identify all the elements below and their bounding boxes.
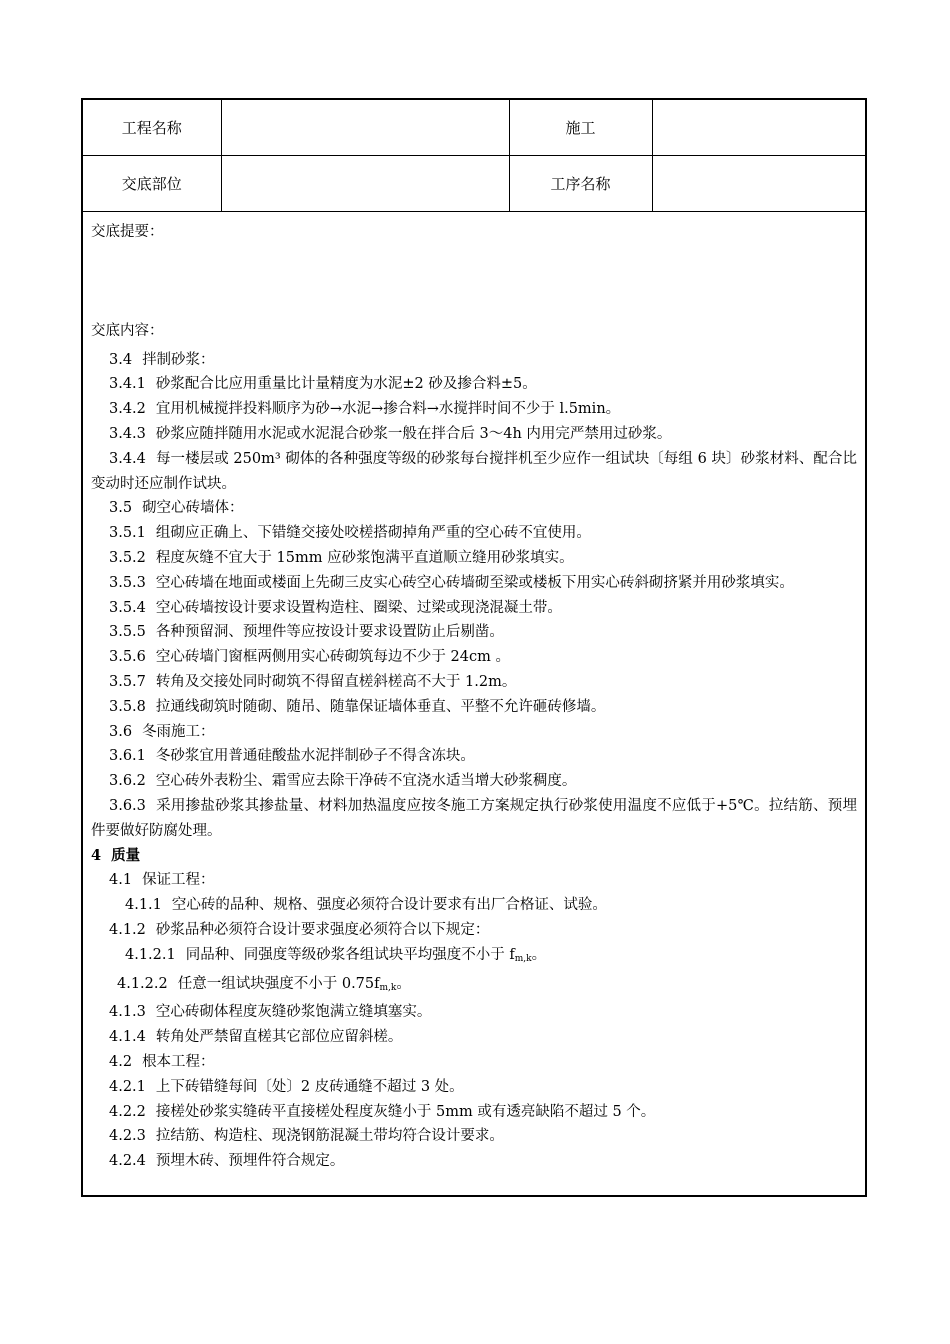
list-item: 3.5.3 空心砖墙在地面或楼面上先砌三皮实心砖空心砖墙砌至梁或楼板下用实心砖斜砌挤紧并用砂浆填实。	[109, 574, 794, 591]
list-item: 4.1.1 空心砖的品种、规格、强度必须符合设计要求有出厂合格证、试验。	[125, 897, 607, 914]
content-label: 交底内容：	[91, 322, 164, 339]
process-value	[652, 156, 865, 212]
section-heading: 4 质量	[91, 846, 141, 864]
location-value	[221, 156, 509, 212]
list-item: 3.5.1 组砌应正确上、下错缝交接处咬槎搭砌掉角严重的空心砖不宜使用。	[109, 525, 591, 542]
disclosure-form	[81, 98, 867, 1197]
list-item: 4.1.2 砂浆品种必须符合设计要求强度必须符合以下规定：	[109, 921, 490, 938]
header-table	[83, 100, 865, 212]
list-item: 3.4.4 每一楼层或 250m³ 砌体的各种强度等级的砂浆每台搅拌机至少应作一组试块〔每组 6 块〕砂浆材料、配合比变动时还应制作试块。	[91, 450, 857, 492]
list-item: 4.1.2.1 同品种、同强度等级砂浆各组试块平均强度不小于 $f_{m,k}$。	[125, 946, 547, 964]
list-item: 3.6 冬雨施工：	[109, 723, 215, 740]
list-item: 3.4.2 宜用机械搅拌投料顺序为砂→水泥→掺合料→水搅拌时间不少于 l.5min。	[109, 401, 621, 418]
summary-label: 交底提要：	[91, 224, 164, 240]
list-item: 4.2.1 上下砖错缝每间〔处〕2 皮砖通缝不超过 3 处。	[109, 1078, 464, 1095]
list-item: 4.1 保证工程：	[109, 872, 215, 889]
list-item: 3.4.1 砂浆配合比应用重量比计量精度为水泥±2 砂及掺合料±5。	[109, 376, 537, 393]
list-item: 4.2.4 预埋木砖、预埋件符合规定。	[109, 1153, 345, 1170]
list-item: 3.6.3 采用掺盐砂浆其掺盐量、材料加热温度应按冬施工方案规定执行砂浆使用温度不应低于+5℃。拉结筋、预埋件要做好防腐处理。	[91, 797, 857, 839]
list-item: 3.5.8 拉通线砌筑时随砌、随吊、随靠保证墙体垂直、平整不允许砸砖修墙。	[109, 698, 606, 715]
list-item: 3.6.2 空心砖外表粉尘、霜雪应去除干净砖不宜浇水适当增大砂浆稠度。	[109, 773, 577, 790]
project-name-value	[221, 100, 509, 156]
project-name-label: 工程名称	[83, 100, 221, 156]
list-item: 3.6.1 冬砂浆宜用普通硅酸盐水泥拌制砂子不得含冻块。	[109, 748, 475, 765]
list-item: 3.5.2 程度灰缝不宜大于 15mm 应砂浆饱满平直道顺立缝用砂浆填实。	[109, 549, 574, 566]
list-item: 4.1.2.2 任意一组试块强度不小于 $0.75f_{m,k}$。	[117, 975, 411, 993]
list-item: 4.2.3 拉结筋、构造柱、现浇钢筋混凝土带均符合设计要求。	[109, 1128, 504, 1145]
list-item: 3.5 砌空心砖墙体：	[109, 500, 244, 517]
list-item: 3.5.6 空心砖墙门窗框两侧用实心砖砌筑每边不少于 24cm 。	[109, 649, 510, 666]
construction-label: 施工	[509, 100, 652, 156]
list-item: 3.5.5 各种预留洞、预埋件等应按设计要求设置防止后剔凿。	[109, 624, 504, 641]
content-area	[83, 212, 865, 1174]
list-item: 4.1.3 空心砖砌体程度灰缝砂浆饱满立缝填塞实。	[109, 1004, 432, 1021]
list-item: 3.5.4 空心砖墙按设计要求设置构造柱、圈梁、过梁或现浇混凝土带。	[109, 599, 562, 616]
location-label: 交底部位	[83, 156, 221, 212]
process-label: 工序名称	[509, 156, 652, 212]
list-item: 4.2.2 接槎处砂浆实缝砖平直接槎处程度灰缝小于 5mm 或有透亮缺陷不超过 5 个。	[109, 1103, 656, 1120]
list-item: 3.4.3 砂浆应随拌随用水泥或水泥混合砂浆一般在拌合后 3～4h 内用完严禁用过砂浆。	[109, 425, 672, 442]
list-item: 4.2 根本工程：	[109, 1053, 215, 1070]
list-item: 3.4 拌制砂浆：	[109, 351, 215, 368]
construction-value	[652, 100, 865, 156]
list-item: 3.5.7 转角及交接处同时砌筑不得留直槎斜槎高不大于 1.2m。	[109, 673, 517, 690]
list-item: 4.1.4 转角处严禁留直槎其它部位应留斜槎。	[109, 1029, 403, 1046]
